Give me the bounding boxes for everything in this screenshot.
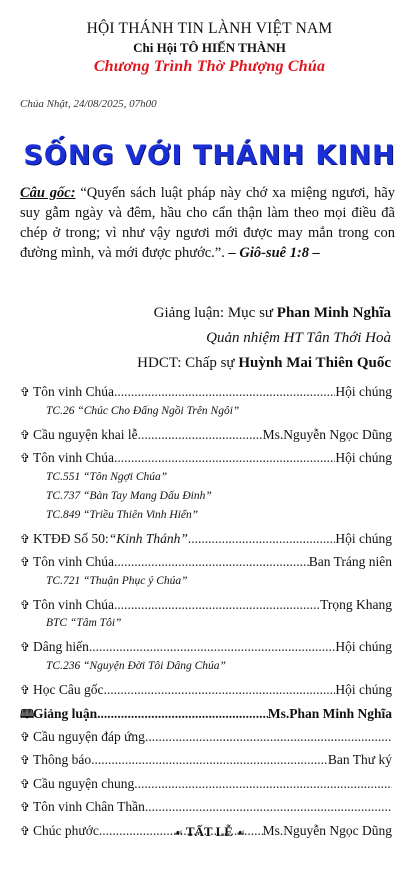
church-name: HỘI THÁNH TIN LÀNH VIỆT NAM	[86, 20, 333, 37]
program-item-leader: Ban Tráng niên	[308, 554, 392, 569]
program-item	[20, 639, 392, 657]
program-item-label: Cầu nguyện chung	[33, 775, 135, 791]
dot-leader	[188, 531, 335, 547]
cross-icon: ✞	[20, 427, 31, 442]
program-item-leader: Ms.Nguyễn Ngọc Dũng	[262, 822, 392, 838]
program-item-label: Tôn vinh Chúa	[33, 554, 114, 569]
dot-leader	[89, 639, 336, 655]
program-item-leader: Ms.Phan Minh Nghĩa	[267, 706, 392, 721]
program-item	[20, 427, 392, 445]
program-item-leader: Hội chúng	[335, 450, 392, 465]
program-item-label: Cầu nguyện đáp ứng	[33, 728, 145, 744]
service-date: Chúa Nhật, 24/08/2025, 07h00	[20, 98, 157, 110]
program-item-label: Thông báo	[33, 752, 92, 767]
dot-leader	[145, 799, 392, 815]
program-item	[20, 682, 392, 700]
key-verse-text: “Quyển sách luật pháp này chớ xa miệng ngươi, hãy suy gẫm ngày và đêm, hầu cho cẩn thận làm theo mọi điều đã chép ở trong; vì như vậy ngươi mới được may mắn trong con đường mình, và mới được phước.”.	[20, 185, 396, 261]
program-item-leader: Hội chúng	[335, 681, 392, 697]
cross-icon: ✞	[20, 682, 31, 697]
hymn-reference: TC.721 “Thuận Phục ý Chúa”	[46, 574, 188, 587]
program-item	[20, 705, 392, 723]
program-item-label: Chúc phước	[33, 822, 99, 838]
cross-icon: ✞	[20, 776, 31, 791]
cross-icon: ✞	[20, 729, 31, 744]
preacher-line	[154, 305, 391, 322]
ornament-icon: ☙	[236, 828, 246, 839]
hymn-reference: TC.236 “Nguyện Đời Tôi Dâng Chúa”	[46, 659, 226, 672]
hymn-reference: BTC “Tâm Tôi”	[46, 617, 122, 629]
preacher-name: Phan Minh Nghĩa	[276, 305, 391, 321]
program-item	[20, 384, 392, 402]
program-item-label: Tôn vinh Chúa	[33, 596, 114, 612]
dot-leader	[91, 752, 328, 768]
cross-icon: ✞	[20, 800, 31, 814]
program-item-label: Dâng hiến	[33, 639, 89, 654]
program-item	[20, 776, 392, 794]
program-item-label: Học Câu gốc	[33, 681, 104, 697]
host-line	[137, 355, 391, 372]
hymn-reference: TC.737 “Bàn Tay Mang Dấu Đinh”	[46, 489, 212, 502]
key-verse	[20, 183, 395, 263]
program-item-leader: Hội chúng	[335, 639, 392, 654]
program-item	[20, 729, 392, 747]
host-label: HDCT: Chấp sự	[137, 355, 239, 371]
key-verse-label: Câu gốc:	[20, 185, 76, 201]
dot-leader	[138, 427, 263, 443]
program-item	[20, 752, 392, 770]
closing-line	[0, 824, 419, 840]
cross-icon: ✞	[20, 385, 31, 399]
cross-icon: ✞	[20, 451, 31, 465]
cross-icon: ✞	[20, 531, 31, 546]
branch-name: Chi Hội TÔ HIẾN THÀNH	[133, 40, 286, 55]
program-item-label: Tôn vinh Chúa	[33, 384, 114, 399]
hymn-reference: TC.551 “Tôn Ngợi Chúa”	[46, 470, 168, 483]
program-item-label: Cầu nguyện khai lễ	[33, 426, 138, 442]
program-heading: Chương Trình Thờ Phượng Chúa	[93, 58, 326, 75]
cross-icon: ✞	[20, 753, 31, 767]
dot-leader	[145, 729, 392, 745]
program-item-leader: Trọng Khang	[320, 596, 392, 612]
cross-icon: ✞	[20, 823, 31, 838]
cross-icon: ✞	[20, 640, 31, 654]
program-item	[20, 554, 392, 572]
dot-leader	[97, 706, 268, 722]
program-item-label: Tôn vinh Chân Thần	[33, 799, 145, 814]
closing-text: TẤT LỄ	[185, 824, 233, 839]
hymn-reference: TC.26 “Chúc Cho Đấng Ngồi Trên Ngôi”	[46, 404, 240, 417]
preacher-role: Quản nhiệm HT Tân Thới Hoà	[206, 330, 391, 346]
dot-leader	[114, 384, 335, 400]
program-item	[20, 799, 392, 817]
program-item-label: KTĐĐ Số 50:	[33, 530, 109, 546]
program-item-leader: Hội chúng	[335, 530, 392, 546]
dot-leader	[114, 597, 320, 613]
program-item-leader: Ms.Nguyễn Ngọc Dũng	[262, 426, 392, 442]
dot-leader	[114, 554, 309, 570]
program-item-label: Tôn vinh Chúa	[33, 450, 114, 465]
key-verse-reference: – Giô-suê 1:8 –	[228, 245, 320, 261]
hymn-reference: TC.849 “Triều Thiên Vinh Hiển”	[46, 508, 199, 521]
program-item-title: “Kinh Thánh”	[108, 530, 188, 546]
preacher-label: Giảng luận: Mục sư	[153, 305, 277, 321]
program-item	[20, 597, 392, 615]
program-item-leader: Hội chúng	[335, 384, 392, 399]
program-item	[20, 531, 392, 549]
program-item	[20, 450, 392, 468]
sermon-title: SỐNG VỚI THÁNH KINH	[23, 140, 396, 171]
cross-icon: ✞	[20, 597, 31, 612]
host-name: Huỳnh Mai Thiên Quốc	[238, 355, 391, 371]
program-item-leader: Ban Thư ký	[327, 752, 392, 767]
ornament-icon: ☙	[173, 828, 183, 839]
cross-icon: ✞	[20, 555, 31, 569]
dot-leader	[134, 776, 392, 792]
dot-leader	[114, 450, 335, 466]
program-item-label: Giảng luận	[33, 706, 98, 721]
dot-leader	[103, 682, 335, 698]
book-icon: 🕮	[20, 707, 35, 721]
